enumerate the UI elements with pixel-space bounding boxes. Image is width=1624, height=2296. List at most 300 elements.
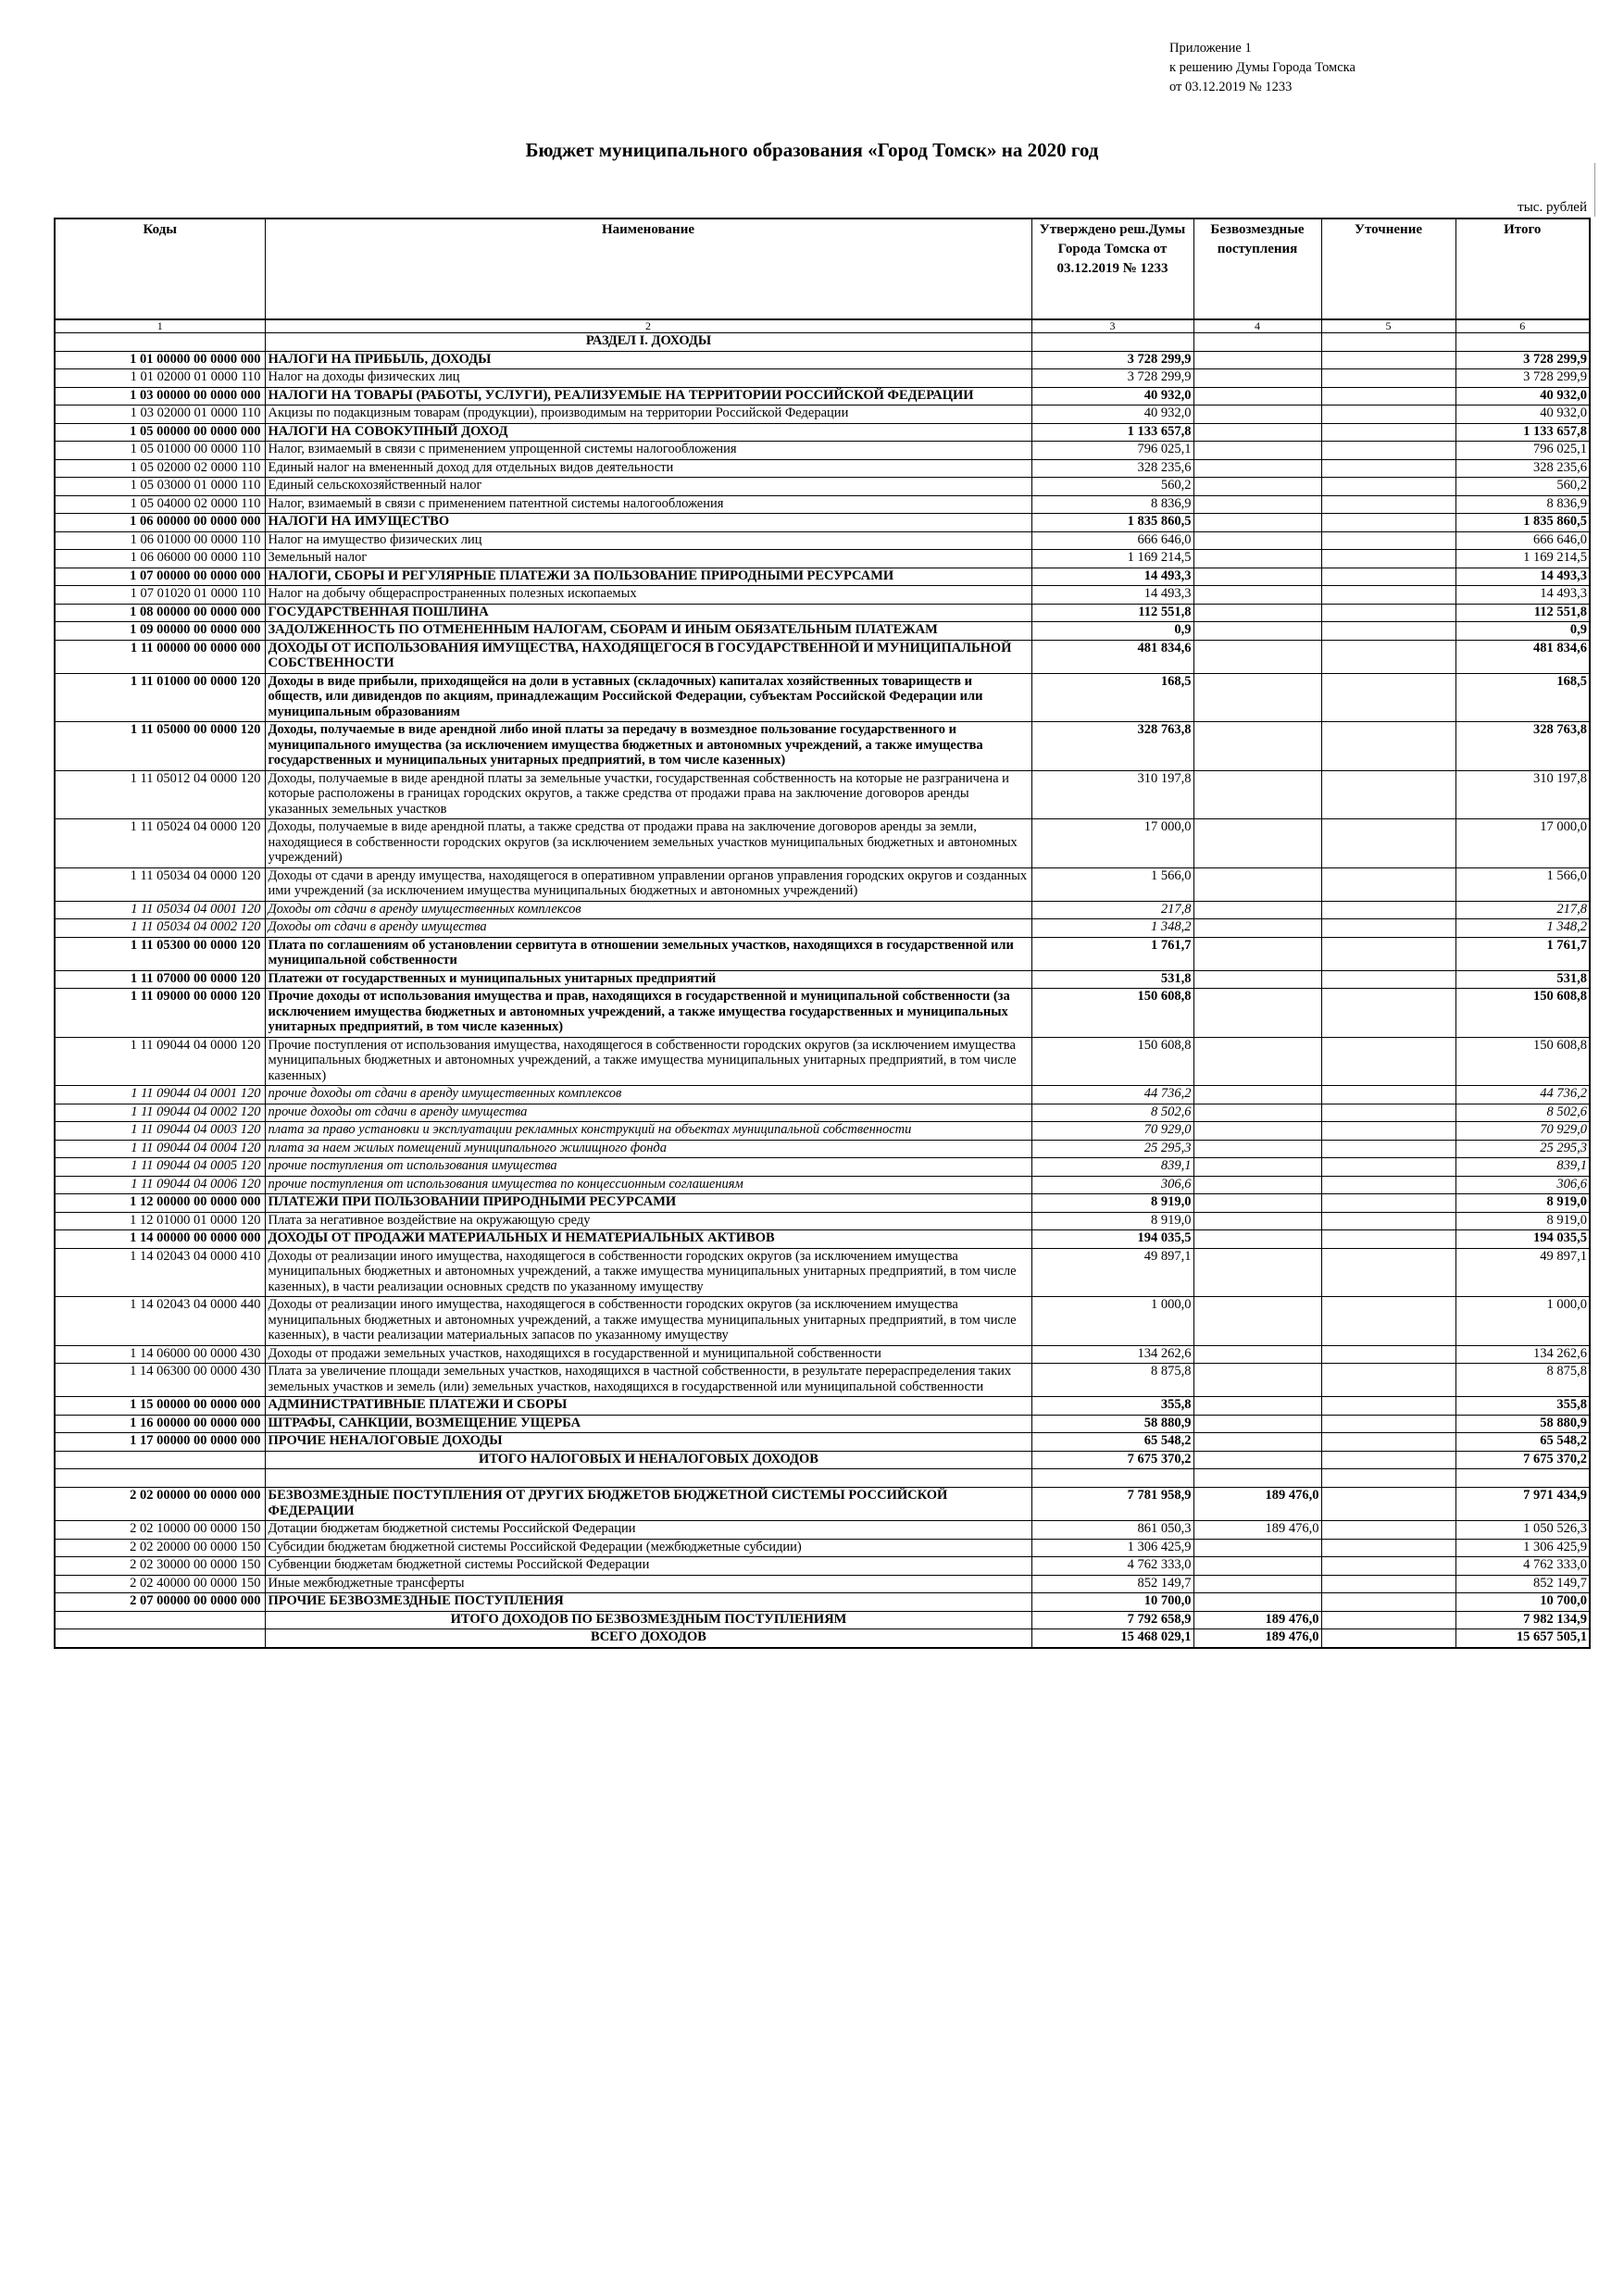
- code-cell: 1 11 00000 00 0000 000: [55, 640, 265, 673]
- change-cell: [1321, 1176, 1455, 1194]
- change-cell: [1321, 1345, 1455, 1364]
- total-cell: 65 548,2: [1455, 1433, 1590, 1452]
- column-header-name: Наименование: [265, 218, 1031, 319]
- total-cell: 44 736,2: [1455, 1086, 1590, 1104]
- table-row: [55, 1593, 1590, 1612]
- column-header-codes: Коды: [55, 218, 265, 319]
- total-cell: 10 700,0: [1455, 1593, 1590, 1612]
- column-header-grants: Безвозмездные поступления: [1193, 218, 1321, 319]
- grants-cell: [1193, 514, 1321, 532]
- grants-cell: [1193, 819, 1321, 868]
- name-cell: ШТРАФЫ, САНКЦИИ, ВОЗМЕЩЕНИЕ УЩЕРБА: [265, 1415, 1031, 1433]
- name-cell: ПРОЧИЕ НЕНАЛОГОВЫЕ ДОХОДЫ: [265, 1433, 1031, 1452]
- total-cell: 3 728 299,9: [1455, 369, 1590, 388]
- table-row: [55, 1158, 1590, 1177]
- appendix-line: от 03.12.2019 № 1233: [1169, 80, 1293, 94]
- table-row: [55, 1122, 1590, 1141]
- grants-cell: [1193, 550, 1321, 568]
- approved-cell: 25 295,3: [1031, 1140, 1193, 1158]
- table-row: [55, 640, 1590, 673]
- name-cell: Плата за негативное воздействие на окружающую среду: [265, 1212, 1031, 1230]
- name-cell: НАЛОГИ НА СОВОКУПНЫЙ ДОХОД: [265, 423, 1031, 442]
- total-cell: 481 834,6: [1455, 640, 1590, 673]
- code-cell: 1 11 09044 04 0003 120: [55, 1122, 265, 1141]
- code-cell: 1 12 00000 00 0000 000: [55, 1194, 265, 1213]
- code-cell: 1 11 05012 04 0000 120: [55, 770, 265, 819]
- name-cell: Субвенции бюджетам бюджетной системы Российской Федерации: [265, 1557, 1031, 1576]
- approved-cell: 7 675 370,2: [1031, 1451, 1193, 1469]
- table-row: [55, 1521, 1590, 1540]
- approved-cell: 14 493,3: [1031, 586, 1193, 605]
- change-cell: [1321, 937, 1455, 970]
- grants-cell: [1193, 622, 1321, 641]
- total-cell: 49 897,1: [1455, 1248, 1590, 1297]
- approved-cell: 7 792 658,9: [1031, 1611, 1193, 1629]
- change-cell: [1321, 387, 1455, 406]
- change-cell: [1321, 531, 1455, 550]
- column-header-change: Уточнение: [1321, 218, 1455, 319]
- grants-cell: [1193, 459, 1321, 478]
- grants-cell: [1193, 1194, 1321, 1213]
- approved-cell: 0,9: [1031, 622, 1193, 641]
- code-cell: 1 11 09044 04 0000 120: [55, 1037, 265, 1086]
- name-cell: ГОСУДАРСТВЕННАЯ ПОШЛИНА: [265, 604, 1031, 622]
- table-row: [55, 970, 1590, 989]
- table-row: [55, 1248, 1590, 1297]
- name-cell: Дотации бюджетам бюджетной системы Российской Федерации: [265, 1521, 1031, 1540]
- approved-cell: 1 566,0: [1031, 867, 1193, 901]
- grants-cell: [1193, 423, 1321, 442]
- approved-cell: 839,1: [1031, 1158, 1193, 1177]
- total-cell: 8 875,8: [1455, 1364, 1590, 1397]
- total-cell: 25 295,3: [1455, 1140, 1590, 1158]
- total-cell: 1 133 657,8: [1455, 423, 1590, 442]
- column-number: 3: [1031, 319, 1193, 333]
- approved-cell: 14 493,3: [1031, 568, 1193, 586]
- total-cell: 7 982 134,9: [1455, 1611, 1590, 1629]
- column-number: 6: [1455, 319, 1590, 333]
- grants-cell: [1193, 1593, 1321, 1612]
- change-cell: [1321, 819, 1455, 868]
- approved-cell: 65 548,2: [1031, 1433, 1193, 1452]
- approved-cell: 49 897,1: [1031, 1248, 1193, 1297]
- spacer-row: [55, 1469, 1590, 1488]
- column-number: 2: [265, 319, 1031, 333]
- total-cell: 1 169 214,5: [1455, 550, 1590, 568]
- change-cell: [1321, 901, 1455, 919]
- code-cell: 1 01 00000 00 0000 000: [55, 351, 265, 369]
- grants-cell: [1193, 1575, 1321, 1593]
- appendix-line: Приложение 1: [1169, 41, 1252, 56]
- change-cell: [1321, 1521, 1455, 1540]
- code-cell: [55, 333, 265, 352]
- approved-cell: 328 763,8: [1031, 722, 1193, 771]
- table-row: [55, 1575, 1590, 1593]
- total-cell: 40 932,0: [1455, 406, 1590, 424]
- total-cell: 355,8: [1455, 1397, 1590, 1416]
- approved-cell: 40 932,0: [1031, 406, 1193, 424]
- approved-cell: 560,2: [1031, 478, 1193, 496]
- grants-cell: [1193, 1176, 1321, 1194]
- table-row: [55, 478, 1590, 496]
- table-row: [55, 867, 1590, 901]
- grants-cell: [1193, 919, 1321, 938]
- column-number: 1: [55, 319, 265, 333]
- change-cell: [1321, 970, 1455, 989]
- change-cell: [1321, 1086, 1455, 1104]
- name-cell: плата за право установки и эксплуатации рекламных конструкций на объектах муниципальной собственности: [265, 1122, 1031, 1141]
- grants-cell: [1193, 1397, 1321, 1416]
- change-cell: [1321, 604, 1455, 622]
- code-cell: 1 07 00000 00 0000 000: [55, 568, 265, 586]
- total-cell: 17 000,0: [1455, 819, 1590, 868]
- approved-cell: 168,5: [1031, 673, 1193, 722]
- approved-cell: 40 932,0: [1031, 387, 1193, 406]
- grants-cell: [1193, 867, 1321, 901]
- change-cell: [1321, 1433, 1455, 1452]
- name-cell: ВСЕГО ДОХОДОВ: [265, 1629, 1031, 1648]
- total-cell: 8 919,0: [1455, 1212, 1590, 1230]
- table-row: [55, 550, 1590, 568]
- grants-cell: [1193, 1415, 1321, 1433]
- approved-cell: 44 736,2: [1031, 1086, 1193, 1104]
- total-cell: 1 306 425,9: [1455, 1539, 1590, 1557]
- approved-cell: 328 235,6: [1031, 459, 1193, 478]
- change-cell: [1321, 333, 1455, 352]
- total-cell: 112 551,8: [1455, 604, 1590, 622]
- approved-cell: 7 781 958,9: [1031, 1488, 1193, 1521]
- grants-cell: [1193, 1212, 1321, 1230]
- total-cell: 328 763,8: [1455, 722, 1590, 771]
- grants-cell: [1193, 531, 1321, 550]
- change-cell: [1321, 1415, 1455, 1433]
- total-cell: 4 762 333,0: [1455, 1557, 1590, 1576]
- name-cell: Единый налог на вмененный доход для отдельных видов деятельности: [265, 459, 1031, 478]
- code-cell: 1 17 00000 00 0000 000: [55, 1433, 265, 1452]
- total-cell: 8 502,6: [1455, 1104, 1590, 1122]
- code-cell: 1 14 02043 04 0000 440: [55, 1297, 265, 1346]
- table-row: [55, 333, 1590, 352]
- table-row: [55, 989, 1590, 1038]
- code-cell: 1 11 09044 04 0001 120: [55, 1086, 265, 1104]
- name-cell: БЕЗВОЗМЕЗДНЫЕ ПОСТУПЛЕНИЯ ОТ ДРУГИХ БЮДЖЕТОВ БЮДЖЕТНОЙ СИСТЕМЫ РОССИЙСКОЙ ФЕДЕРАЦИИ: [265, 1488, 1031, 1521]
- name-cell: Доходы от сдачи в аренду имущества: [265, 919, 1031, 938]
- code-cell: 1 06 01000 00 0000 110: [55, 531, 265, 550]
- change-cell: [1321, 919, 1455, 938]
- approved-cell: 112 551,8: [1031, 604, 1193, 622]
- total-cell: 796 025,1: [1455, 442, 1590, 460]
- grants-cell: [1193, 406, 1321, 424]
- approved-cell: 1 835 860,5: [1031, 514, 1193, 532]
- approved-cell: 852 149,7: [1031, 1575, 1193, 1593]
- table-row: [55, 1364, 1590, 1397]
- table-row: [55, 1194, 1590, 1213]
- approved-cell: 10 700,0: [1031, 1593, 1193, 1612]
- code-cell: 1 12 01000 01 0000 120: [55, 1212, 265, 1230]
- total-cell: 7 675 370,2: [1455, 1451, 1590, 1469]
- name-cell: Субсидии бюджетам бюджетной системы Российской Федерации (межбюджетные субсидии): [265, 1539, 1031, 1557]
- code-cell: [55, 1451, 265, 1469]
- change-cell: [1321, 442, 1455, 460]
- name-cell: Единый сельскохозяйственный налог: [265, 478, 1031, 496]
- table-row: [55, 369, 1590, 388]
- total-cell: 306,6: [1455, 1176, 1590, 1194]
- grants-cell: [1193, 1037, 1321, 1086]
- code-cell: 1 05 00000 00 0000 000: [55, 423, 265, 442]
- appendix-note: [1169, 39, 1355, 97]
- change-cell: [1321, 478, 1455, 496]
- total-cell: 150 608,8: [1455, 989, 1590, 1038]
- appendix-line: к решению Думы Города Томска: [1169, 60, 1355, 75]
- code-cell: 2 02 00000 00 0000 000: [55, 1488, 265, 1521]
- change-cell: [1321, 640, 1455, 673]
- name-cell: Доходы, получаемые в виде арендной либо иной платы за передачу в возмездное пользование государственного и муниципального имущества (за исключением имущества бюджетных и автономных учреждений, а также имущества государственных и муниципальных унитарных предприятий, в том числе казенных): [265, 722, 1031, 771]
- table-row: [55, 673, 1590, 722]
- grants-cell: [1193, 1248, 1321, 1297]
- column-number-row: [55, 319, 1590, 333]
- code-cell: 1 05 04000 02 0000 110: [55, 495, 265, 514]
- grants-cell: 189 476,0: [1193, 1488, 1321, 1521]
- code-cell: 1 03 00000 00 0000 000: [55, 387, 265, 406]
- change-cell: [1321, 1611, 1455, 1629]
- grants-cell: [1193, 640, 1321, 673]
- total-cell: [1455, 333, 1590, 352]
- name-cell: Налог на имущество физических лиц: [265, 531, 1031, 550]
- table-body: [55, 333, 1590, 1648]
- total-cell: 3 728 299,9: [1455, 351, 1590, 369]
- code-cell: 1 03 02000 01 0000 110: [55, 406, 265, 424]
- table-row: [55, 1176, 1590, 1194]
- table-row: [55, 1415, 1590, 1433]
- code-cell: 2 02 30000 00 0000 150: [55, 1557, 265, 1576]
- grants-cell: [1193, 1539, 1321, 1557]
- approved-cell: 3 728 299,9: [1031, 351, 1193, 369]
- table-row: [55, 442, 1590, 460]
- change-cell: [1321, 1158, 1455, 1177]
- change-cell: [1321, 495, 1455, 514]
- total-cell: 8 919,0: [1455, 1194, 1590, 1213]
- change-cell: [1321, 770, 1455, 819]
- total-cell: 70 929,0: [1455, 1122, 1590, 1141]
- change-cell: [1321, 1230, 1455, 1249]
- grants-cell: [1193, 1104, 1321, 1122]
- grants-cell: [1193, 1086, 1321, 1104]
- table-row: [55, 722, 1590, 771]
- name-cell: ЗАДОЛЖЕННОСТЬ ПО ОТМЕНЕННЫМ НАЛОГАМ, СБОРАМ И ИНЫМ ОБЯЗАТЕЛЬНЫМ ПЛАТЕЖАМ: [265, 622, 1031, 641]
- total-cell: 531,8: [1455, 970, 1590, 989]
- grants-cell: [1193, 369, 1321, 388]
- name-cell: ДОХОДЫ ОТ ИСПОЛЬЗОВАНИЯ ИМУЩЕСТВА, НАХОДЯЩЕГОСЯ В ГОСУДАРСТВЕННОЙ И МУНИЦИПАЛЬНОЙ СОБСТВЕННОСТИ: [265, 640, 1031, 673]
- header-row: [55, 218, 1590, 319]
- grants-cell: [1193, 387, 1321, 406]
- name-cell: Иные межбюджетные трансферты: [265, 1575, 1031, 1593]
- approved-cell: 1 306 425,9: [1031, 1539, 1193, 1557]
- change-cell: [1321, 1575, 1455, 1593]
- document-title: Бюджет муниципального образования «Город Томск» на 2020 год: [525, 139, 1099, 161]
- code-cell: 1 07 01020 01 0000 110: [55, 586, 265, 605]
- name-cell: НАЛОГИ НА ПРИБЫЛЬ, ДОХОДЫ: [265, 351, 1031, 369]
- table-row: [55, 568, 1590, 586]
- approved-cell: [1031, 333, 1193, 352]
- grants-cell: 189 476,0: [1193, 1611, 1321, 1629]
- total-cell: 150 608,8: [1455, 1037, 1590, 1086]
- grants-cell: [1193, 1140, 1321, 1158]
- grants-cell: [1193, 442, 1321, 460]
- code-cell: 1 11 01000 00 0000 120: [55, 673, 265, 722]
- change-cell: [1321, 423, 1455, 442]
- table-row: [55, 937, 1590, 970]
- total-cell: 217,8: [1455, 901, 1590, 919]
- code-cell: 1 11 05034 04 0002 120: [55, 919, 265, 938]
- change-cell: [1321, 1297, 1455, 1346]
- approved-cell: 1 348,2: [1031, 919, 1193, 938]
- grants-cell: 189 476,0: [1193, 1521, 1321, 1540]
- grants-cell: [1193, 586, 1321, 605]
- table-row: [55, 1230, 1590, 1249]
- name-cell: ДОХОДЫ ОТ ПРОДАЖИ МАТЕРИАЛЬНЫХ И НЕМАТЕРИАЛЬНЫХ АКТИВОВ: [265, 1230, 1031, 1249]
- name-cell: прочие поступления от использования имущества: [265, 1158, 1031, 1177]
- approved-cell: 1 169 214,5: [1031, 550, 1193, 568]
- grants-cell: [1193, 770, 1321, 819]
- approved-cell: [1031, 1469, 1193, 1488]
- table-row: [55, 919, 1590, 938]
- change-cell: [1321, 1194, 1455, 1213]
- change-cell: [1321, 1593, 1455, 1612]
- change-cell: [1321, 459, 1455, 478]
- code-cell: 1 15 00000 00 0000 000: [55, 1397, 265, 1416]
- change-cell: [1321, 867, 1455, 901]
- change-cell: [1321, 722, 1455, 771]
- column-number: 5: [1321, 319, 1455, 333]
- approved-cell: 15 468 029,1: [1031, 1629, 1193, 1648]
- name-cell: плата за наем жилых помещений муниципального жилищного фонда: [265, 1140, 1031, 1158]
- name-cell: Доходы, получаемые в виде арендной платы, а также средства от продажи права на заключение договоров аренды за земли, находящиеся в собственности городских округов (за исключением земельных участков муниципальных бюджетных и автономных учреждений): [265, 819, 1031, 868]
- code-cell: 1 14 06300 00 0000 430: [55, 1364, 265, 1397]
- total-cell: 40 932,0: [1455, 387, 1590, 406]
- change-cell: [1321, 586, 1455, 605]
- table-row: [55, 1433, 1590, 1452]
- name-cell: Налог, взимаемый в связи с применением патентной системы налогообложения: [265, 495, 1031, 514]
- total-cell: 310 197,8: [1455, 770, 1590, 819]
- table-row: [55, 1104, 1590, 1122]
- change-cell: [1321, 1629, 1455, 1648]
- name-cell: прочие поступления от использования имущества по концессионным соглашениям: [265, 1176, 1031, 1194]
- name-cell: Доходы от продажи земельных участков, находящихся в государственной и муниципальной собственности: [265, 1345, 1031, 1364]
- name-cell: НАЛОГИ НА ИМУЩЕСТВО: [265, 514, 1031, 532]
- name-cell: Плата по соглашениям об установлении сервитута в отношении земельных участков, находящихся в государственной или муниципальной собственности: [265, 937, 1031, 970]
- approved-cell: 150 608,8: [1031, 1037, 1193, 1086]
- code-cell: 1 14 00000 00 0000 000: [55, 1230, 265, 1249]
- total-cell: 194 035,5: [1455, 1230, 1590, 1249]
- name-cell: Доходы в виде прибыли, приходящейся на доли в уставных (складочных) капиталах хозяйственных товариществ и обществ, или дивидендов по акциям, принадлежащим Российской Федерации, субъектам Российской Федерации или муниципальным образованиям: [265, 673, 1031, 722]
- total-cell: 14 493,3: [1455, 586, 1590, 605]
- name-cell: АДМИНИСТРАТИВНЫЕ ПЛАТЕЖИ И СБОРЫ: [265, 1397, 1031, 1416]
- total-cell: 1 761,7: [1455, 937, 1590, 970]
- table-row: [55, 1451, 1590, 1469]
- code-cell: 1 14 06000 00 0000 430: [55, 1345, 265, 1364]
- name-cell: Земельный налог: [265, 550, 1031, 568]
- name-cell: Доходы от реализации иного имущества, находящегося в собственности городских округов (за исключением имущества муниципальных бюджетных и автономных учреждений, а также имущества муниципальных унитарных предприятий, в том числе казенных), в части реализации основных средств по указанному имуществу: [265, 1248, 1031, 1297]
- grants-cell: [1193, 568, 1321, 586]
- approved-cell: 796 025,1: [1031, 442, 1193, 460]
- table-row: [55, 1037, 1590, 1086]
- code-cell: 1 05 03000 01 0000 110: [55, 478, 265, 496]
- code-cell: 1 11 09000 00 0000 120: [55, 989, 265, 1038]
- change-cell: [1321, 1557, 1455, 1576]
- name-cell: Платежи от государственных и муниципальных унитарных предприятий: [265, 970, 1031, 989]
- table-row: [55, 901, 1590, 919]
- approved-cell: 306,6: [1031, 1176, 1193, 1194]
- change-cell: [1321, 989, 1455, 1038]
- approved-cell: 17 000,0: [1031, 819, 1193, 868]
- code-cell: 2 07 00000 00 0000 000: [55, 1593, 265, 1612]
- name-cell: Доходы от сдачи в аренду имущественных комплексов: [265, 901, 1031, 919]
- total-cell: 14 493,3: [1455, 568, 1590, 586]
- change-cell: [1321, 1104, 1455, 1122]
- total-cell: 328 235,6: [1455, 459, 1590, 478]
- table-row: [55, 459, 1590, 478]
- name-cell: Прочие доходы от использования имущества и прав, находящихся в государственной и муниципальной собственности (за исключением имущества бюджетных и автономных учреждений, а также имущества государственных и муниципальных унитарных предприятий, в том числе казенных): [265, 989, 1031, 1038]
- total-cell: 15 657 505,1: [1455, 1629, 1590, 1648]
- approved-cell: 861 050,3: [1031, 1521, 1193, 1540]
- code-cell: [55, 1469, 265, 1488]
- grants-cell: [1193, 673, 1321, 722]
- table-row: [55, 586, 1590, 605]
- approved-cell: 666 646,0: [1031, 531, 1193, 550]
- change-cell: [1321, 1212, 1455, 1230]
- table-row: [55, 1611, 1590, 1629]
- approved-cell: 70 929,0: [1031, 1122, 1193, 1141]
- grants-cell: [1193, 937, 1321, 970]
- grants-cell: [1193, 901, 1321, 919]
- grants-cell: [1193, 1557, 1321, 1576]
- change-cell: [1321, 1451, 1455, 1469]
- change-cell: [1321, 406, 1455, 424]
- name-cell: РАЗДЕЛ I. ДОХОДЫ: [265, 333, 1031, 352]
- code-cell: 2 02 20000 00 0000 150: [55, 1539, 265, 1557]
- grants-cell: [1193, 351, 1321, 369]
- table-row: [55, 604, 1590, 622]
- grants-cell: [1193, 1433, 1321, 1452]
- table-row: [55, 770, 1590, 819]
- code-cell: 1 06 06000 00 0000 110: [55, 550, 265, 568]
- table-row: [55, 1488, 1590, 1521]
- name-cell: Плата за увеличение площади земельных участков, находящихся в частной собственности, в результате перераспределения таких земельных участков и земель (или) земельных участков, находящихся в государственной или муниципальной собственности: [265, 1364, 1031, 1397]
- table-row: [55, 514, 1590, 532]
- total-cell: 1 566,0: [1455, 867, 1590, 901]
- change-cell: [1321, 673, 1455, 722]
- code-cell: 1 11 09044 04 0005 120: [55, 1158, 265, 1177]
- table-row: [55, 1557, 1590, 1576]
- unit-label: тыс. рублей: [1518, 200, 1587, 215]
- name-cell: Акцизы по подакцизным товарам (продукции), производимым на территории Российской Федерации: [265, 406, 1031, 424]
- code-cell: 1 08 00000 00 0000 000: [55, 604, 265, 622]
- grants-cell: [1193, 722, 1321, 771]
- table-row: [55, 1539, 1590, 1557]
- code-cell: 1 14 02043 04 0000 410: [55, 1248, 265, 1297]
- approved-cell: 8 919,0: [1031, 1194, 1193, 1213]
- change-cell: [1321, 1488, 1455, 1521]
- table-row: [55, 495, 1590, 514]
- table-row: [55, 622, 1590, 641]
- name-cell: НАЛОГИ, СБОРЫ И РЕГУЛЯРНЫЕ ПЛАТЕЖИ ЗА ПОЛЬЗОВАНИЕ ПРИРОДНЫМИ РЕСУРСАМИ: [265, 568, 1031, 586]
- grants-cell: [1193, 989, 1321, 1038]
- name-cell: ПРОЧИЕ БЕЗВОЗМЕЗДНЫЕ ПОСТУПЛЕНИЯ: [265, 1593, 1031, 1612]
- grants-cell: [1193, 333, 1321, 352]
- code-cell: 2 02 10000 00 0000 150: [55, 1521, 265, 1540]
- change-cell: [1321, 369, 1455, 388]
- table-row: [55, 531, 1590, 550]
